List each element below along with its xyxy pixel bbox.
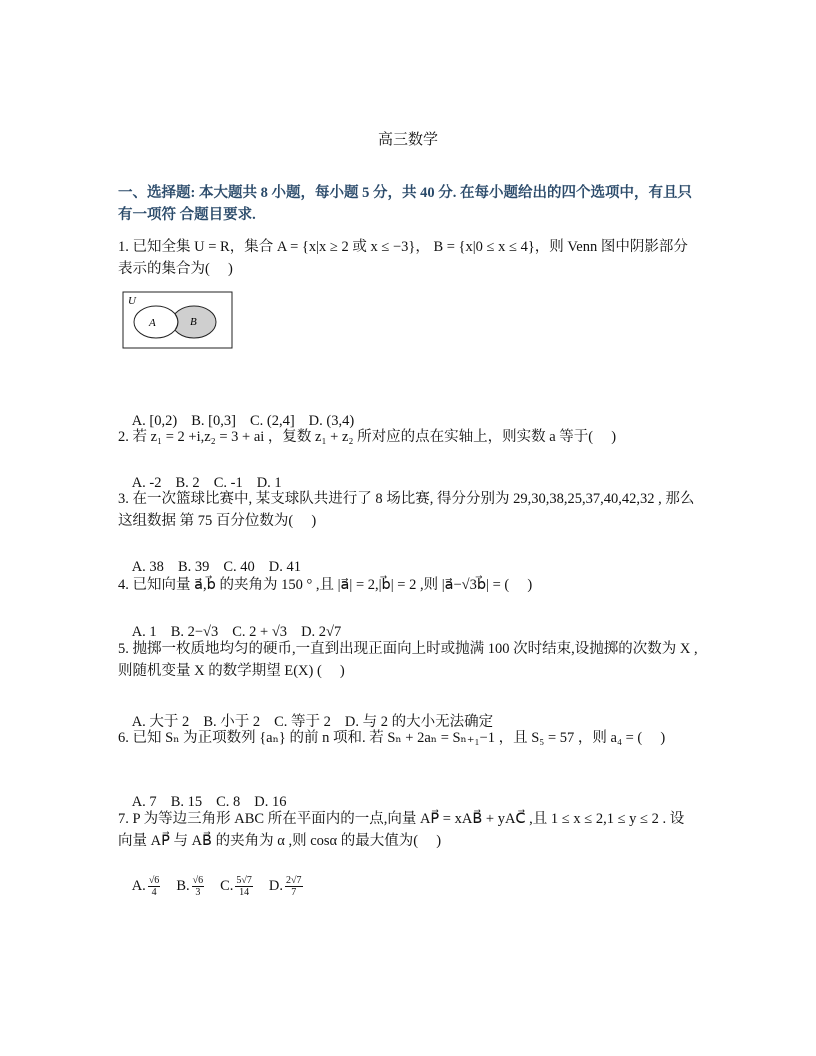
page-title: 高三数学 [377,130,438,148]
question-2-stem: 2. 若 z₁ = 2 +i,z₂ = 3 + ai ，复数 z₁ + z₂ 所对应的点在实轴上，则实数 a 等于( ) [118,429,617,445]
question-7-options [118,858,319,915]
venn-a-label: A [149,317,156,329]
option-b[interactable]: B. $\frac{√6}{3}$ [176,875,204,898]
question-3-stem: 3. 在一次篮球比赛中, 某支球队共进行了 8 场比赛, 得分分别为 29,30,38,25,37,40,42,32 , 那么这组数据 第 75 百分位数为( ) [118,491,695,529]
option-d[interactable]: D. 1 [256,475,282,491]
venn-set-a [134,306,178,338]
venn-diagram [122,291,234,351]
option-c[interactable]: C. -1 [213,475,243,491]
option-c[interactable]: C. 8 [216,794,241,810]
option-a[interactable]: A. 大于 2 [131,714,190,730]
option-b[interactable]: B. 2 [175,475,200,491]
option-c[interactable]: C. (2,4] [249,413,295,429]
section-heading: 一、选择题: 本大题共 8 小题，每小题 5 分，共 40 分. 在每小题给出的四个选项中，有且只有一项符 合题目要求. [118,185,692,223]
option-b[interactable]: B. [0,3] [191,413,236,429]
venn-b-label: B [190,316,197,328]
question-4-stem: 4. 已知向量 a⃗,b⃗ 的夹角为 150 ° ,且 |a⃗| = 2,|b⃗| = 2 ,则 |a⃗−√3b⃗| = ( ) [118,577,533,593]
option-d[interactable]: D. 16 [254,794,287,810]
option-d[interactable]: D. 41 [268,559,302,575]
question-1-stem: 1. 已知全集 U = R，集合 A = {x|x ≥ 2 或 x ≤ −3}， B = {x|0 ≤ x ≤ 4}，则 Venn 图中阴影部分表示的集合为( ) [118,239,688,277]
option-a[interactable]: A. $\frac{√6}{4}$ [131,875,160,898]
option-a[interactable]: A. 1 [131,624,157,640]
option-a[interactable]: A. 38 [131,559,164,575]
option-c[interactable]: C. 等于 2 [274,714,331,730]
option-a[interactable]: A. -2 [131,475,162,491]
option-c[interactable]: C. 2 + √3 [232,624,288,640]
option-d[interactable]: D. $\frac{2√7}{7}$ [268,875,302,898]
venn-u-label: U [128,295,136,307]
question-6-stem: 6. 已知 Sₙ 为正项数列 {aₙ} 的前 n 项和. 若 Sₙ + 2aₙ = Sₙ₊₁−1 ，且 S₅ = 57 ，则 a₄ = ( ) [118,730,666,746]
option-a[interactable]: A. 7 [131,794,157,810]
option-b[interactable]: B. 15 [170,794,203,810]
question-7-stem: 7. P 为等边三角形 ABC 所在平面内的一点,向量 AP⃗ = xAB⃗ + yAC⃗ ,且 1 ≤ x ≤ 2,1 ≤ y ≤ 2 . 设向量 AP⃗ 与 AB⃗ 的夹角为 α ,则 cosα 的最大值为( ) [118,811,685,849]
option-b[interactable]: B. 小于 2 [203,714,261,730]
question-5-stem: 5. 抛掷一枚质地均匀的硬币,一直到出现正面向上时或抛满 100 次时结束,设抛掷的次数为 X ,则随机变量 X 的数学期望 E(X) ( ) [118,641,698,679]
option-c[interactable]: C. $\frac{5√7}{14}$ [220,875,252,898]
option-b[interactable]: B. 2−√3 [170,624,219,640]
option-c[interactable]: C. 40 [223,559,255,575]
option-b[interactable]: B. 39 [177,559,210,575]
option-d[interactable]: D. 与 2 的大小无法确定 [344,714,494,730]
option-a[interactable]: A. [0,2) [131,413,178,429]
option-d[interactable]: D. (3,4) [308,413,355,429]
option-d[interactable]: D. 2√7 [301,624,342,640]
